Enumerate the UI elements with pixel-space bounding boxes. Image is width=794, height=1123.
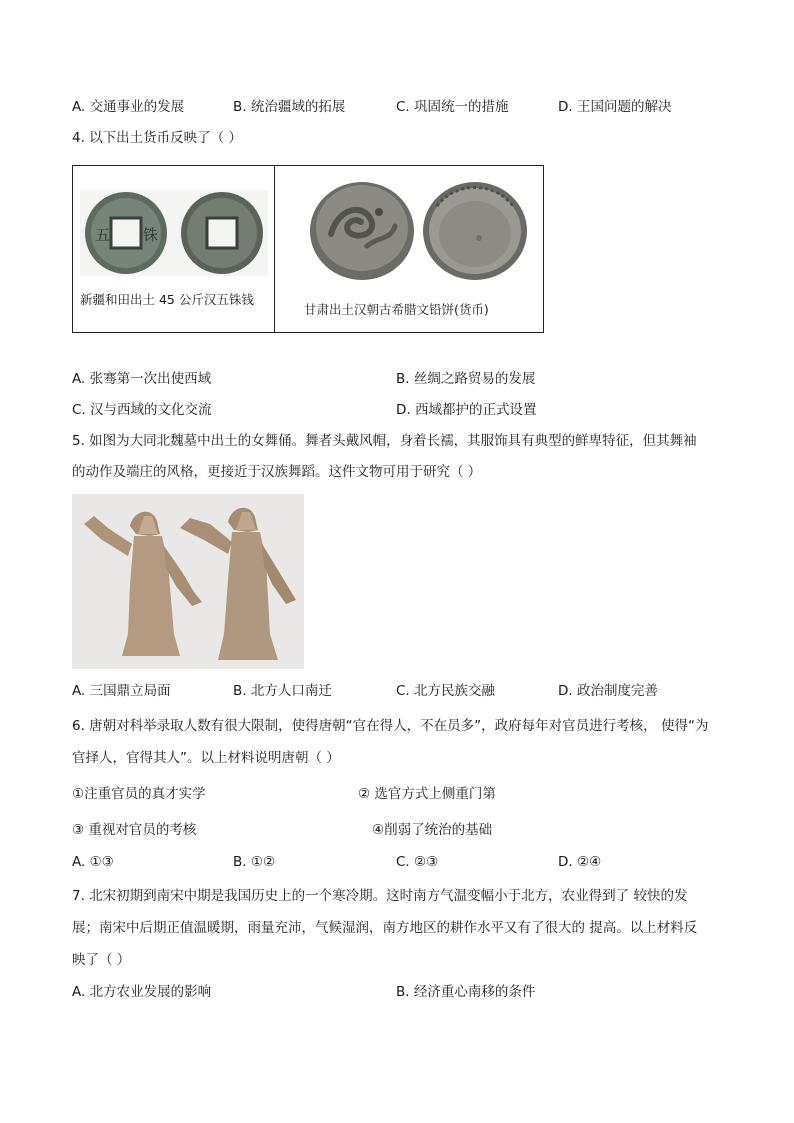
q7-stem-line1: 7. 北宋初期到南宋中期是我国历史上的一个寒冷期。这时南方气温变幅小于北方，农业得到了 较快的发 — [72, 888, 688, 904]
q4-caption-right: 甘肃出土汉朝古希腊文铅饼(货币) — [304, 302, 489, 317]
q4-option-c: C. 汉与西域的文化交流 — [72, 402, 212, 418]
lead-cake-greek-inscription-side — [423, 182, 527, 280]
q7-option-b: B. 经济重心南移的条件 — [396, 984, 536, 1000]
q6-option-d: D. ②④ — [558, 854, 602, 870]
q5-stem-line2: 的动作及端庄的风格，更接近于汉族舞蹈。这件文物可用于研究（ ） — [72, 464, 482, 480]
q7-stem-line3: 映了（ ） — [72, 952, 131, 968]
q5-stem-line1: 5. 如图为大同北魏墓中出土的女舞俑。舞者头戴风帽，身着长襦，其服饰具有典型的鲜卑特征，但其舞袖 — [72, 433, 697, 449]
q4-option-b: B. 丝绸之路贸易的发展 — [396, 371, 536, 387]
q4-table-divider — [274, 165, 275, 332]
q6-item-4: ④削弱了统治的基础 — [372, 822, 493, 838]
q5-option-d: D. 政治制度完善 — [558, 683, 658, 699]
lead-cake-dragon-side — [310, 182, 414, 280]
q5-option-b: B. 北方人口南迁 — [233, 683, 332, 699]
q4-option-a: A. 张骞第一次出使西域 — [72, 371, 212, 387]
q6-item-3: ③ 重视对官员的考核 — [72, 822, 197, 838]
q3-option-c: C. 巩固统一的措施 — [396, 99, 509, 115]
q4-option-d: D. 西域都护的正式设置 — [396, 402, 537, 418]
q3-option-d: D. 王国问题的解决 — [558, 99, 672, 115]
dancing-figurines-photo — [72, 494, 304, 669]
lead-cakes-photo — [309, 176, 531, 282]
q4-caption-left: 新疆和田出土 45 公斤汉五铢钱 — [80, 292, 254, 307]
q3-option-a: A. 交通事业的发展 — [72, 99, 185, 115]
q6-option-a: A. ①③ — [72, 854, 114, 870]
q6-item-2: ② 选官方式上侧重门第 — [358, 786, 496, 802]
q6-stem-line1: 6. 唐朝对科举录取人数有很大限制，使得唐朝“官在得人，不在员多”，政府每年对官员进行考核， 使得“为 — [72, 718, 709, 734]
q4-stem: 4. 以下出土货币反映了（ ） — [72, 130, 242, 146]
q7-stem-line2: 展；南宋中后期正值温暖期，雨量充沛，气候湿润，南方地区的耕作水平又有了很大的 提高。以上材料反 — [72, 920, 698, 936]
wuzhu-coin-reverse — [181, 192, 263, 274]
svg-text:铢: 铢 — [143, 226, 159, 244]
q3-option-b: B. 统治疆域的拓展 — [233, 99, 346, 115]
q6-option-c: C. ②③ — [396, 854, 439, 870]
svg-text:五: 五 — [95, 226, 111, 244]
q5-option-c: C. 北方民族交融 — [396, 683, 496, 699]
wuzhu-coins-photo — [80, 190, 268, 276]
q6-item-1: ①注重官员的真才实学 — [72, 786, 206, 802]
q5-option-a: A. 三国鼎立局面 — [72, 683, 171, 699]
q6-stem-line2: 官择人，官得其人”。以上材料说明唐朝（ ） — [72, 750, 340, 766]
q6-option-b: B. ①② — [233, 854, 276, 870]
q7-option-a: A. 北方农业发展的影响 — [72, 984, 212, 1000]
wuzhu-coin-obverse — [85, 192, 167, 274]
